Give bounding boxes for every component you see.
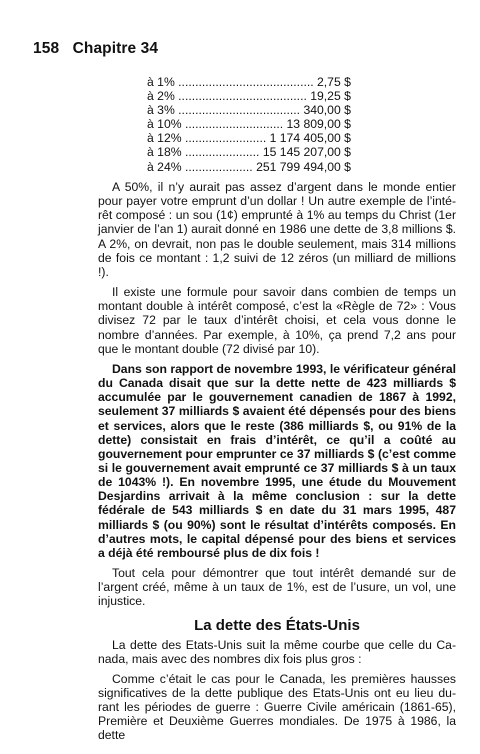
rate-label: à 10% — [147, 117, 182, 132]
paragraph-1: A 50%, il n’y aurait pas assez d’argent dans le monde entier pour payer votre emprunt d’un dollar ! Un autre exemple de l’intérêt composé : un sou (1¢) emprunté à 1% au temps du Christ (1er janvier de l’an 1) aurait donné en 1986 une dette de 3,8 millions $. A 2%, on devrait, non pas le double seulement, mais 314 millions de fois ce montant : 1,2 suivi de 12 zéros (un milliard de millions !). — [98, 180, 456, 279]
paragraph-6: Comme c’était le cas pour le Canada, les premières hausses significatives de la dette publique des Etats-Unis ont eu lieu durant les périodes de guerre : Guerre Civile américain (1861-65), Première et Deuxième Guerres mondiales. De 1975 à 1986, la dette — [98, 671, 456, 743]
paragraph-2: Il existe une formule pour savoir dans combien de temps un montant double à intérêt composé, c’est la «Règle de 72» : Vous divisez 72 par le taux d’intérêt choisi, et cela vous donne le nombre d’années. Par exemple, à 10%, ça prend 7,2 ans pour que le montant double (72 divisé par 10). — [98, 285, 456, 356]
paragraph-4: Tout cela pour démontrer que tout intérêt demandé sur de l’argent créé, même à un taux de 1%, est de l’usure, un vol, une injustice. — [98, 566, 456, 609]
chapter-title: Chapitre 34 — [72, 40, 159, 57]
page-header — [33, 40, 158, 58]
rate-value: 1 174 405,00 $ — [269, 131, 351, 146]
rate-value: 13 809,00 $ — [286, 117, 351, 132]
rate-label: à 2% — [147, 89, 175, 104]
rate-value: 251 799 494,00 $ — [256, 159, 351, 174]
rate-label: à 12% — [147, 131, 182, 146]
section-heading: La dette des États-Unis — [194, 616, 360, 634]
rate-row — [147, 89, 352, 103]
page-number: 158 — [33, 40, 60, 57]
rate-label: à 24% — [147, 159, 182, 174]
page-body — [98, 180, 456, 749]
interest-rate-list — [147, 75, 352, 174]
rate-value: 340,00 $ — [303, 103, 351, 118]
rate-row — [147, 117, 352, 131]
rate-value: 15 145 207,00 $ — [262, 145, 351, 160]
rate-row — [147, 160, 352, 174]
rate-label: à 1% — [147, 75, 175, 89]
rate-label: à 3% — [147, 103, 175, 118]
leader-dots: ........................................ — [174, 75, 317, 89]
rate-label: à 18% — [147, 145, 182, 160]
rate-row — [147, 103, 352, 117]
leader-dots: ...................... — [181, 145, 263, 160]
leader-dots: .................... — [181, 159, 257, 174]
rate-value: 19,25 $ — [310, 89, 351, 104]
leader-dots: ...................................... — [174, 89, 311, 104]
leader-dots: ............................. — [181, 117, 287, 132]
rate-value: 2,75 $ — [317, 75, 351, 89]
rate-row — [147, 75, 352, 89]
rate-row — [147, 131, 352, 145]
leader-dots: ........................ — [181, 131, 270, 146]
leader-dots: .................................... — [174, 103, 304, 118]
rate-row — [147, 145, 352, 159]
paragraph-5: La dette des Etats-Unis suit la même courbe que celle du Canada, mais avec des nombres dix fois plus gros : — [98, 637, 456, 666]
paragraph-3-bold: Dans son rapport de novembre 1993, le vérificateur général du Canada disait que sur la dette nette de 423 milliards $ accumulée par le gouvernement canadien de 1867 à 1992, seulement 37 milliards $ avaient été dépensés pour des biens et services, alors que le reste (386 milliards $, ou 91% de la dette) consistait en frais d’intérêt, ce qu’il a coûté au gouvernement pour emprunter ce 37 milliards $ (c’est comme si le gouvernement avait emprunté ce 37 milliards $ à un taux de 1043% !). En novembre 1995, une étude du Mouvement Desjardins arrivait à la même conclusion : sur la dette fédérale de 543 milliards $ en date du 31 mars 1995, 487 milliards $ (ou 90%) sont le résultat d’intérêts composés. En d’autres mots, le capital dépensé pour des biens et services a déjà été remboursé plus de dix fois ! — [98, 361, 456, 560]
